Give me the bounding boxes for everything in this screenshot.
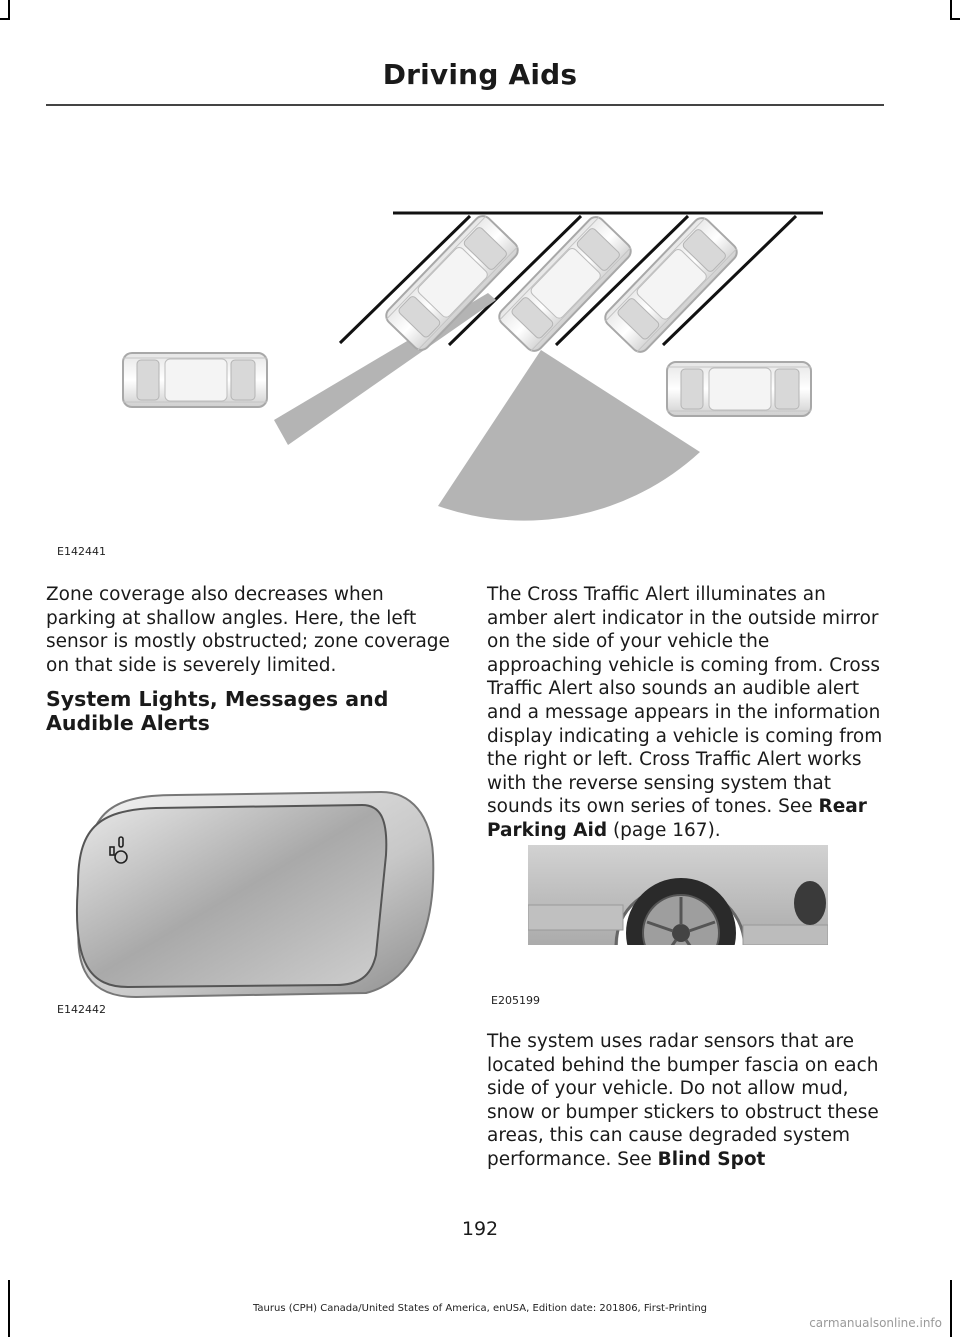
- page-reference-link[interactable]: Blind Spot: [657, 1148, 766, 1170]
- watermark: carmanualsonline.info: [809, 1316, 942, 1330]
- section-heading: System Lights, Messages and Audible Alerts: [46, 687, 389, 735]
- edition-footer: Taurus (CPH) Canada/United States of America, enUSA, Edition date: 201806, First-Printing: [252, 1303, 708, 1314]
- right-sensor-zone: [438, 350, 700, 521]
- left-sensor-zone: [274, 293, 496, 445]
- figure-code: E142441: [57, 545, 106, 558]
- rocker-panel: [528, 905, 623, 930]
- angled-parking-illustration: [0, 0, 960, 560]
- body-paragraph: [487, 583, 887, 843]
- passing-car: [667, 362, 811, 416]
- page-number: 192: [461, 1218, 499, 1240]
- body-text-span: The system uses radar sensors that are located behind the bumper fascia on each side of your vehicle. Do not allow mud, snow or bumper stickers to obstruct these areas, this can cause degraded system performance. See: [487, 1031, 879, 1170]
- passing-car: [123, 353, 267, 407]
- rear-bumper-illustration: [528, 845, 828, 990]
- body-paragraph: Zone coverage also decreases when parking at shallow angles. Here, the left sensor is mostly obstructed; zone coverage on that side is severely limited.: [46, 584, 450, 676]
- body-text-span: (page 167).: [607, 819, 721, 841]
- page-reference-link[interactable]: Rear Parking Aid: [487, 796, 867, 841]
- body-paragraph: [487, 1030, 887, 1172]
- figure-code: E142442: [57, 1003, 106, 1016]
- page-title: Driving Aids: [382, 58, 578, 91]
- figure-code: E205199: [491, 994, 540, 1007]
- side-mirror-illustration: [66, 775, 446, 1000]
- parked-car: [602, 214, 741, 355]
- lower-bumper: [743, 925, 828, 945]
- mirror-glass: [77, 805, 386, 987]
- parked-car: [496, 213, 635, 354]
- exhaust-tip: [794, 881, 826, 925]
- body-text-span: The Cross Traffic Alert illuminates an amber alert indicator in the outside mirror on the side of your vehicle the approaching vehicle is coming from. Cross Traffic Alert also sounds an audible alert and a message appears in the information display indicating a vehicle is coming from the right or left. Cross Traffic Alert works with the reverse sensing system that sounds its own series of tones. See: [487, 584, 883, 818]
